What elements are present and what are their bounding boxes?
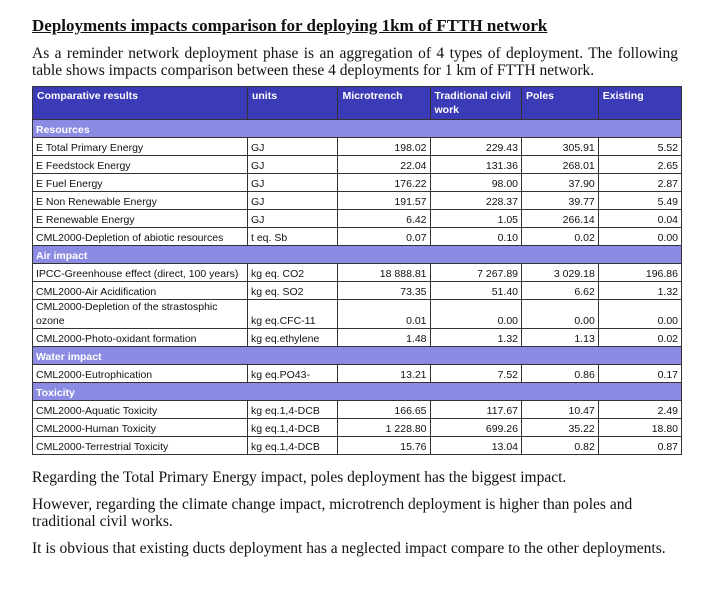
cell-microtrench: 0.01 xyxy=(338,300,430,329)
table-row xyxy=(33,156,682,174)
cell-microtrench: 0.07 xyxy=(338,228,430,246)
row-unit: kg eq. CO2 xyxy=(247,264,338,282)
cell-microtrench: 13.21 xyxy=(338,365,430,383)
row-label: E Feedstock Energy xyxy=(33,156,248,174)
row-unit: t eq. Sb xyxy=(247,228,338,246)
cell-microtrench: 73.35 xyxy=(338,282,430,300)
cell-existing: 5.49 xyxy=(598,192,681,210)
cell-microtrench: 176.22 xyxy=(338,174,430,192)
table-row xyxy=(33,401,682,419)
row-unit: kg eq.CFC-11 xyxy=(247,300,338,329)
table-header-row xyxy=(33,87,682,120)
row-unit: GJ xyxy=(247,174,338,192)
cell-poles: 266.14 xyxy=(522,210,599,228)
header-comparative-results: Comparative results xyxy=(33,87,248,120)
row-label: CML2000-Terrestrial Toxicity xyxy=(33,437,248,455)
cell-traditional: 13.04 xyxy=(430,437,521,455)
section-title: Toxicity xyxy=(33,383,682,401)
row-unit: GJ xyxy=(247,156,338,174)
document xyxy=(32,16,678,557)
cell-microtrench: 166.65 xyxy=(338,401,430,419)
cell-poles: 0.00 xyxy=(522,300,599,329)
row-label: CML2000-Aquatic Toxicity xyxy=(33,401,248,419)
cell-traditional: 51.40 xyxy=(430,282,521,300)
cell-traditional: 117.67 xyxy=(430,401,521,419)
cell-traditional: 0.10 xyxy=(430,228,521,246)
conclusion-paragraph: Regarding the Total Primary Energy impact, poles deployment has the biggest impact. xyxy=(32,469,567,486)
cell-existing: 0.00 xyxy=(598,228,681,246)
cell-existing: 5.52 xyxy=(598,138,681,156)
cell-traditional: 7 267.89 xyxy=(430,264,521,282)
row-label: E Fuel Energy xyxy=(33,174,248,192)
row-label: CML2000-Human Toxicity xyxy=(33,419,248,437)
cell-microtrench: 1.48 xyxy=(338,329,430,347)
cell-traditional: 1.05 xyxy=(430,210,521,228)
cell-traditional: 98.00 xyxy=(430,174,521,192)
cell-poles: 35.22 xyxy=(522,419,599,437)
cell-poles: 1.13 xyxy=(522,329,599,347)
table-row xyxy=(33,138,682,156)
conclusion-paragraph: It is obvious that existing ducts deployment has a neglected impact compare to the other deployments. xyxy=(32,540,666,557)
row-unit: kg eq.1,4-DCB xyxy=(247,437,338,455)
cell-existing: 196.86 xyxy=(598,264,681,282)
row-unit: kg eq.PO43- xyxy=(247,365,338,383)
section-title: Resources xyxy=(33,120,682,138)
cell-existing: 1.32 xyxy=(598,282,681,300)
cell-poles: 3 029.18 xyxy=(522,264,599,282)
cell-microtrench: 198.02 xyxy=(338,138,430,156)
cell-traditional: 699.26 xyxy=(430,419,521,437)
cell-microtrench: 6.42 xyxy=(338,210,430,228)
table-row xyxy=(33,282,682,300)
cell-existing: 0.02 xyxy=(598,329,681,347)
table-row xyxy=(33,192,682,210)
table-row xyxy=(33,300,682,329)
table-row xyxy=(33,419,682,437)
row-unit: kg eq.1,4-DCB xyxy=(247,419,338,437)
cell-poles: 37.90 xyxy=(522,174,599,192)
table-row xyxy=(33,228,682,246)
header-microtrench: Microtrench xyxy=(338,87,430,120)
cell-traditional: 1.32 xyxy=(430,329,521,347)
section-row xyxy=(33,383,682,401)
table-row xyxy=(33,437,682,455)
row-label: CML2000-Eutrophication xyxy=(33,365,248,383)
row-label: IPCC-Greenhouse effect (direct, 100 years) xyxy=(33,264,248,282)
row-unit: kg eq. SO2 xyxy=(247,282,338,300)
row-unit: kg eq.ethylene xyxy=(247,329,338,347)
cell-poles: 10.47 xyxy=(522,401,599,419)
cell-traditional: 131.36 xyxy=(430,156,521,174)
row-label: CML2000-Photo-oxidant formation xyxy=(33,329,248,347)
cell-poles: 0.02 xyxy=(522,228,599,246)
cell-microtrench: 22.04 xyxy=(338,156,430,174)
cell-poles: 0.82 xyxy=(522,437,599,455)
row-label: CML2000-Air Acidification xyxy=(33,282,248,300)
cell-existing: 18.80 xyxy=(598,419,681,437)
cell-microtrench: 15.76 xyxy=(338,437,430,455)
cell-existing: 2.65 xyxy=(598,156,681,174)
cell-poles: 0.86 xyxy=(522,365,599,383)
cell-existing: 2.87 xyxy=(598,174,681,192)
row-unit: GJ xyxy=(247,138,338,156)
table-row xyxy=(33,264,682,282)
cell-microtrench: 1 228.80 xyxy=(338,419,430,437)
comparison-table xyxy=(32,86,682,455)
conclusion-paragraph: However, regarding the climate change impact, microtrench deployment is higher than poles and traditional civil works. xyxy=(32,496,633,530)
header-traditional-civil-work: Traditional civil work xyxy=(430,87,521,120)
row-label: E Total Primary Energy xyxy=(33,138,248,156)
cell-poles: 39.77 xyxy=(522,192,599,210)
section-title: Air impact xyxy=(33,246,682,264)
cell-microtrench: 18 888.81 xyxy=(338,264,430,282)
cell-poles: 6.62 xyxy=(522,282,599,300)
table-row xyxy=(33,210,682,228)
cell-existing: 0.17 xyxy=(598,365,681,383)
table-row xyxy=(33,174,682,192)
row-label: CML2000-Depletion of abiotic resources xyxy=(33,228,248,246)
header-existing: Existing xyxy=(598,87,681,120)
row-unit: GJ xyxy=(247,210,338,228)
table-row xyxy=(33,365,682,383)
cell-existing: 2.49 xyxy=(598,401,681,419)
cell-poles: 268.01 xyxy=(522,156,599,174)
cell-traditional: 0.00 xyxy=(430,300,521,329)
cell-existing: 0.00 xyxy=(598,300,681,329)
row-label: E Non Renewable Energy xyxy=(33,192,248,210)
section-row xyxy=(33,246,682,264)
cell-existing: 0.04 xyxy=(598,210,681,228)
row-label: CML2000-Depletion of the strastosphic ozone xyxy=(33,300,248,329)
cell-microtrench: 191.57 xyxy=(338,192,430,210)
document-title: Deployments impacts comparison for deploying 1km of FTTH network xyxy=(32,16,548,35)
row-label: E Renewable Energy xyxy=(33,210,248,228)
section-row xyxy=(33,120,682,138)
intro-paragraph: As a reminder network deployment phase is an aggregation of 4 types of deployment. The following table shows impacts comparison between these 4 deployments for 1 km of FTTH network. xyxy=(32,45,678,79)
cell-existing: 0.87 xyxy=(598,437,681,455)
table-body xyxy=(33,120,682,455)
cell-traditional: 229.43 xyxy=(430,138,521,156)
cell-traditional: 228.37 xyxy=(430,192,521,210)
row-unit: kg eq.1,4-DCB xyxy=(247,401,338,419)
cell-traditional: 7.52 xyxy=(430,365,521,383)
header-poles: Poles xyxy=(522,87,599,120)
header-units: units xyxy=(247,87,338,120)
section-row xyxy=(33,347,682,365)
cell-poles: 305.91 xyxy=(522,138,599,156)
row-unit: GJ xyxy=(247,192,338,210)
table-row xyxy=(33,329,682,347)
section-title: Water impact xyxy=(33,347,682,365)
